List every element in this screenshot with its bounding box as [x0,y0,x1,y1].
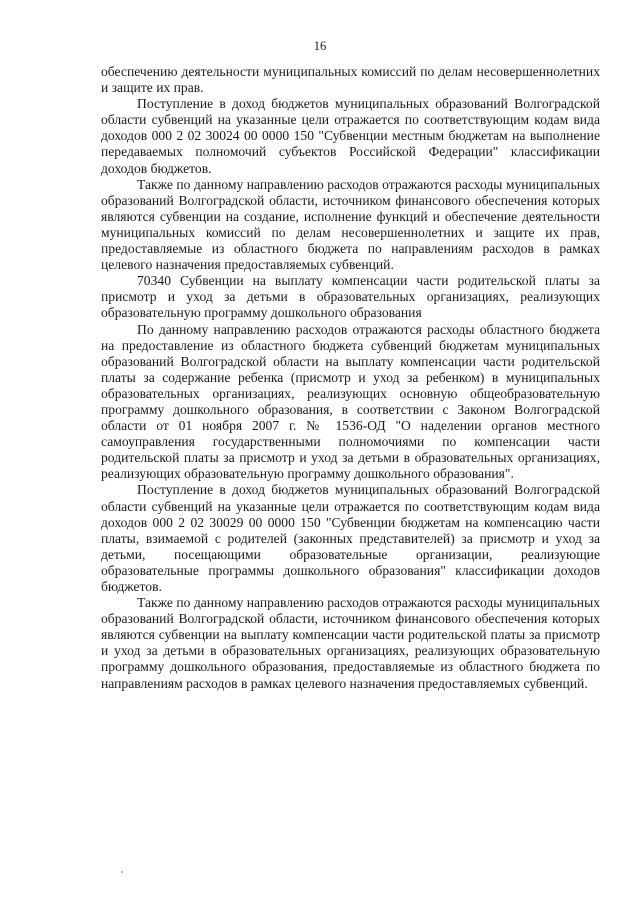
section-heading-70340: 70340 Субвенции на выплату компенсации части родительской платы за присмотр и уход за детьми в образовательных организациях, реализующих образовательную программу дошкольного образования [101,273,600,321]
paragraph-1: обеспечению деятельности муниципальных комиссий по делам несовершеннолетних и защите их прав. [101,64,600,96]
paragraph-7: Также по данному направлению расходов отражаются расходы муниципальных образований Волгоградской области, источником финансового обеспечения которых являются субвенции на выплату компенсации части родительской платы за присмотр и уход за детьми в образовательных организациях, реализующих образовательную программу дошкольного образования, предоставляемые из областного бюджета по направлениям расходов в рамках целевого назначения предоставляемых субвенций. [101,595,600,691]
paragraph-5: По данному направлению расходов отражаются расходы областного бюджета на предоставление из областного бюджета субвенций бюджетам муниципальных образований Волгоградской области на выплату компенсации части родительской платы за содержание ребенка (присмотр и уход за ребенком) в муниципальных образовательных организациях, реализующих основную общеобразовательную программу дошкольного образования, в соответствии с Законом Волгоградской области от 01 ноября 2007 г. № 1536-ОД "О наделении органов местного самоуправления государственными полномочиями по компенсации части родительской платы за присмотр и уход за детьми в образовательных организациях, реализующих образовательную программу дошкольного образования". [101,321,600,482]
paragraph-2: Поступление в доход бюджетов муниципальных образований Волгоградской области субвенций на указанные цели отражается по соответствующим кодам вида доходов 000 2 02 30024 00 0000 150 "Субвенции местным бюджетам на выполнение передаваемых полномочий субъектов Российской Федерации" классификации доходов бюджетов. [101,96,600,176]
scan-speck [121,871,123,873]
page-number: 16 [313,39,327,53]
document-body [101,64,600,692]
paragraph-6: Поступление в доход бюджетов муниципальных образований Волгоградской области субвенций на указанные цели отражается по соответствующим кодам вида доходов 000 2 02 30029 00 0000 150 "Субвенции бюджетам на компенсацию части платы, взимаемой с родителей (законных представителей) за присмотр и уход за детьми, посещающими образовательные организации, реализующие образовательные программы дошкольного образования" классификации доходов бюджетов. [101,482,600,594]
paragraph-3: Также по данному направлению расходов отражаются расходы муниципальных образований Волгоградской области, источником финансового обеспечения которых являются субвенции на создание, исполнение функций и обеспечение деятельности муниципальных комиссий по делам несовершеннолетних и защите их прав, предоставляемые из областного бюджета по направлениям расходов в рамках целевого назначения предоставляемых субвенций. [101,176,600,273]
